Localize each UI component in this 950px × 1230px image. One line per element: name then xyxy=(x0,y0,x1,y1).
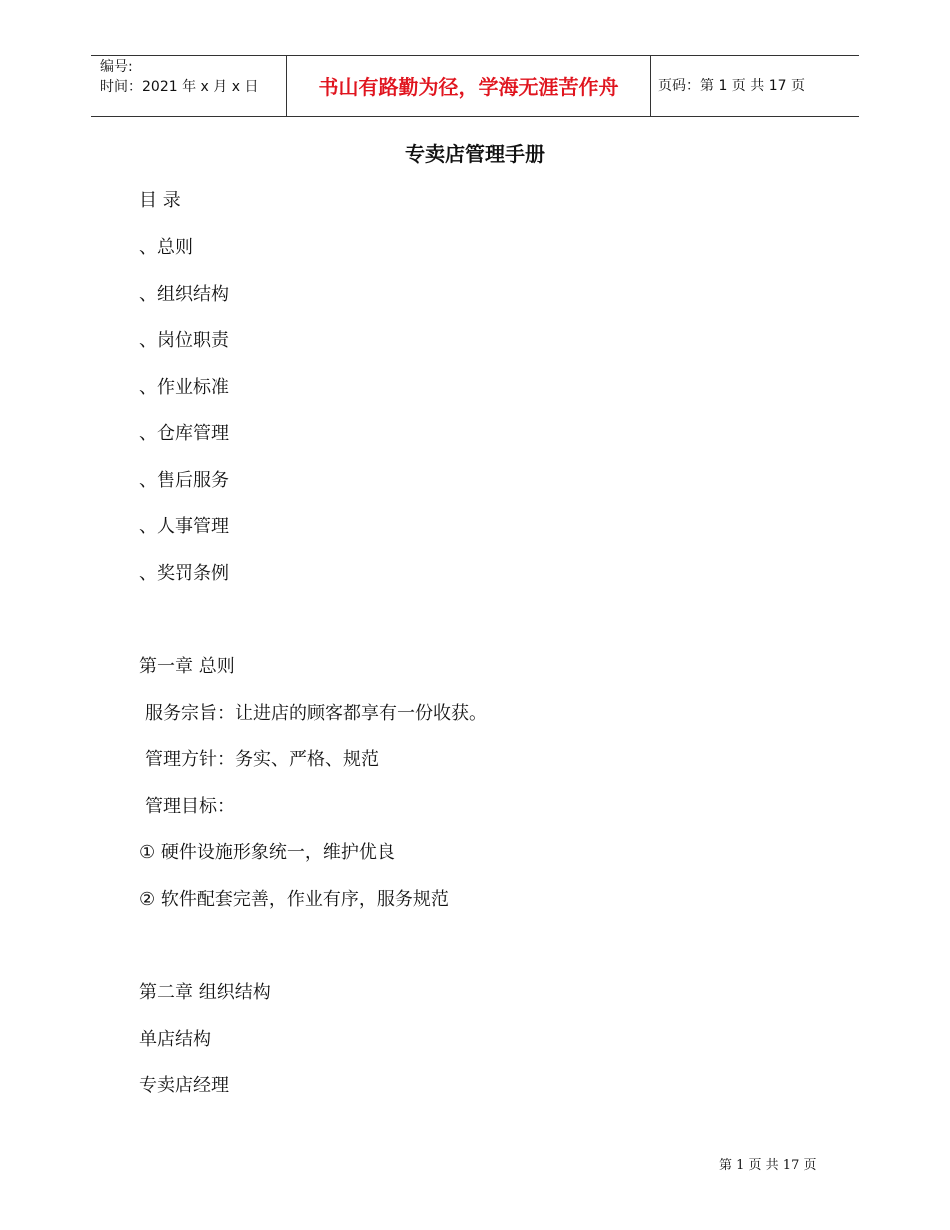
toc-item: 、人事管理 xyxy=(139,516,229,537)
toc-item: 、奖罚条例 xyxy=(139,563,229,584)
store-manager: 专卖店经理 xyxy=(139,1075,229,1096)
document-time-label: 时间：2021 年 x 月 x 日 xyxy=(100,79,259,95)
document-number-label: 编号: xyxy=(100,59,133,75)
header-motto-cell xyxy=(286,56,651,116)
toc-item: 、仓库管理 xyxy=(139,423,229,444)
management-policy: 管理方针：务实、严格、规范 xyxy=(145,749,379,770)
header-meta-cell xyxy=(91,56,286,116)
page-footer: 第 1 页 共 17 页 xyxy=(719,1158,817,1173)
document-title: 专卖店管理手册 xyxy=(405,142,545,166)
page-header xyxy=(91,55,859,117)
toc-item: 、组织结构 xyxy=(139,284,229,305)
goal-item: ① 硬件设施形象统一，维护优良 xyxy=(139,842,395,863)
goal-item: ② 软件配套完善，作业有序，服务规范 xyxy=(139,889,449,910)
chapter-heading: 第二章 组织结构 xyxy=(139,982,271,1003)
toc-item: 、总则 xyxy=(139,237,193,258)
toc-item: 、岗位职责 xyxy=(139,330,229,351)
toc-item: 、作业标准 xyxy=(139,377,229,398)
toc-item: 、售后服务 xyxy=(139,470,229,491)
toc-heading: 目 录 xyxy=(139,190,181,211)
motto-text: 书山有路勤为径，学海无涯苦作舟 xyxy=(318,75,619,99)
chapter-heading: 第一章 总则 xyxy=(139,656,235,677)
management-goal-label: 管理目标： xyxy=(145,796,235,817)
service-purpose: 服务宗旨：让进店的顾客都享有一份收获。 xyxy=(145,703,487,724)
header-page-cell xyxy=(650,56,859,116)
header-page-info: 页码：第 1 页 共 17 页 xyxy=(658,78,805,94)
single-store-structure: 单店结构 xyxy=(139,1029,211,1050)
